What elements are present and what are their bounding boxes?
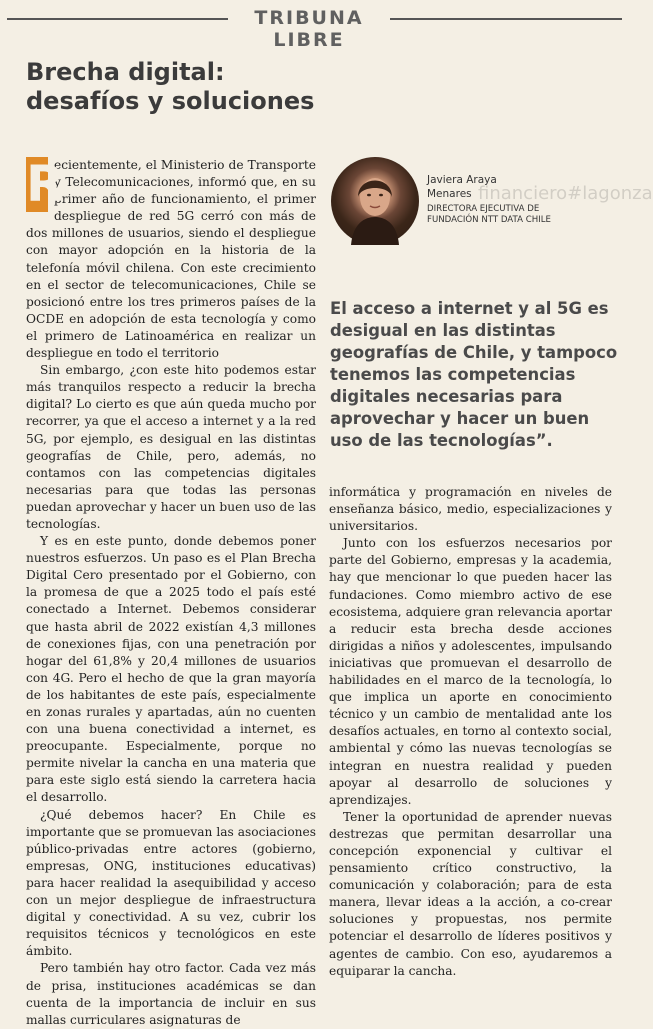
article-paragraph: Sin embargo, ¿con este hito podemos estar más tranquilos respecto a reducir la brecha digital? Lo cierto es que aún queda mucho por recorrer, ya que el acceso a internet y a la red 5G, por ejemplo, es desigual en las distintas geografías de Chile, pero, además, no contamos con las competencias digitales necesarias para que todas las personas puedan aprovechar y hacer un buen uso de las tecnologías.: [26, 363, 316, 531]
article-paragraph: [26, 157, 316, 362]
article-paragraph: Y es en este punto, donde debemos poner nuestros esfuerzos. Un paso es el Plan Brecha Digital Cero presentado por el Gobierno, con la promesa de que a 2025 todo el país esté conectado a Internet. Debemos considerar que hasta abril de 2022 existían 4,3 millones de conexiones fijas, con una penetración por hogar del 61,8% y 20,4 millones de usuarios con 4G. Pero el hecho de que la gran mayoría de los habitantes de este país, especialmente en zonas rurales y apartadas, aún no cuenten con una buena conectividad a internet, es preocupante. Especialmente, porque no permite nivelar la cancha en una materia que para este siglo está siendo la carretera hacia el desarrollo.: [26, 534, 316, 805]
article-paragraph: informática y programación en niveles de enseñanza básico, medio, especializaciones y universitarios.: [329, 485, 612, 534]
dropcap: [26, 155, 65, 213]
article-title: Brecha digital: desafíos y soluciones: [26, 58, 315, 115]
author-role: DIRECTORA EJECUTIVA DE FUNDACIÓN NTT DATA CHILE: [427, 204, 551, 225]
article-paragraph: Pero también hay otro factor. Cada vez más de prisa, instituciones académicas se dan cuenta de la importancia de incluir en sus mallas curriculares asignaturas de: [26, 961, 316, 1027]
author-name: Javiera Araya Menares: [427, 174, 497, 200]
author-portrait-icon: [331, 157, 419, 245]
article-column-left: [26, 157, 316, 1029]
article-column-right: [329, 484, 612, 980]
dropcap-letter: R: [26, 155, 65, 213]
article-paragraph: Junto con los esfuerzos necesarios por parte del Gobierno, empresas y la academia, hay que mencionar lo que pueden hacer las fundaciones. Como miembro activo de ese ecosistema, adquiere gran relevancia aportar a reducir esta brecha desde acciones dirigidas a niños y adolescentes, impulsando iniciativas que promuevan el desarrollo de habilidades en el marco de la tecnología, lo que implica un aporte en conocimiento técnico y un cambio de mentalidad ante los desafíos actuales, en torno al contexto social, ambiental y cómo las nuevas tecnologías se integran en nuestra realidad y pueden apoyar al desarrollo de soluciones y aprendizajes.: [329, 536, 612, 807]
article-paragraph: ¿Qué debemos hacer? En Chile es importante que se promuevan las asociaciones público-privadas entre actores (gobierno, empresas, ONG, instituciones educativas) para hacer realidad la asequibilidad y acceso con un mejor despliegue de infraestructura digital y conectividad. A su vez, cubrir los requisitos técnicos y tecnológicos en este ámbito.: [26, 807, 316, 959]
section-header: [0, 6, 627, 51]
paragraph-text: ecientemente, el Ministerio de Transporte y Telecomunicaciones, informó que, en su primer año de funcionamiento, el primer despliegue de red 5G cerró con más de dos millones de usuarios, siendo el despliegue con mayor adopción en la historia de la telefonía móvil chilena. Con este crecimiento en el sector de telecomunicaciones, Chile se posicionó entre los tres primeros países de la OCDE en adopción de esta tecnología y como el primero de Latinoamérica en realizar un despliegue en todo el territorio: [26, 158, 316, 361]
author-portrait-drawing: [331, 157, 419, 245]
section-rule-right: [390, 18, 622, 20]
article-paragraph: Tener la oportunidad de aprender nuevas destrezas que permitan desarrollar una concepción exponencial y cultivar el pensamiento crítico constructivo, la comunicación y colaboración; para de esta manera, llevar ideas a la acción, a co-crear soluciones y propuestas, nos permite potenciar el desarrollo de líderes positivos y agentes de cambio. Con eso, ayudaremos a equiparar la cancha.: [329, 809, 612, 978]
watermark: financiero#lagonza: [478, 183, 653, 204]
section-rule-left: [7, 18, 228, 20]
pull-quote: El acceso a internet y al 5G es desigual en las distintas geografías de Chile, y tampoco tenemos las competencias digitales necesarias para aprovechar y hacer un buen uso de las tecnologías”.: [330, 299, 618, 450]
section-label: TRIBUNA LIBRE: [254, 7, 364, 51]
